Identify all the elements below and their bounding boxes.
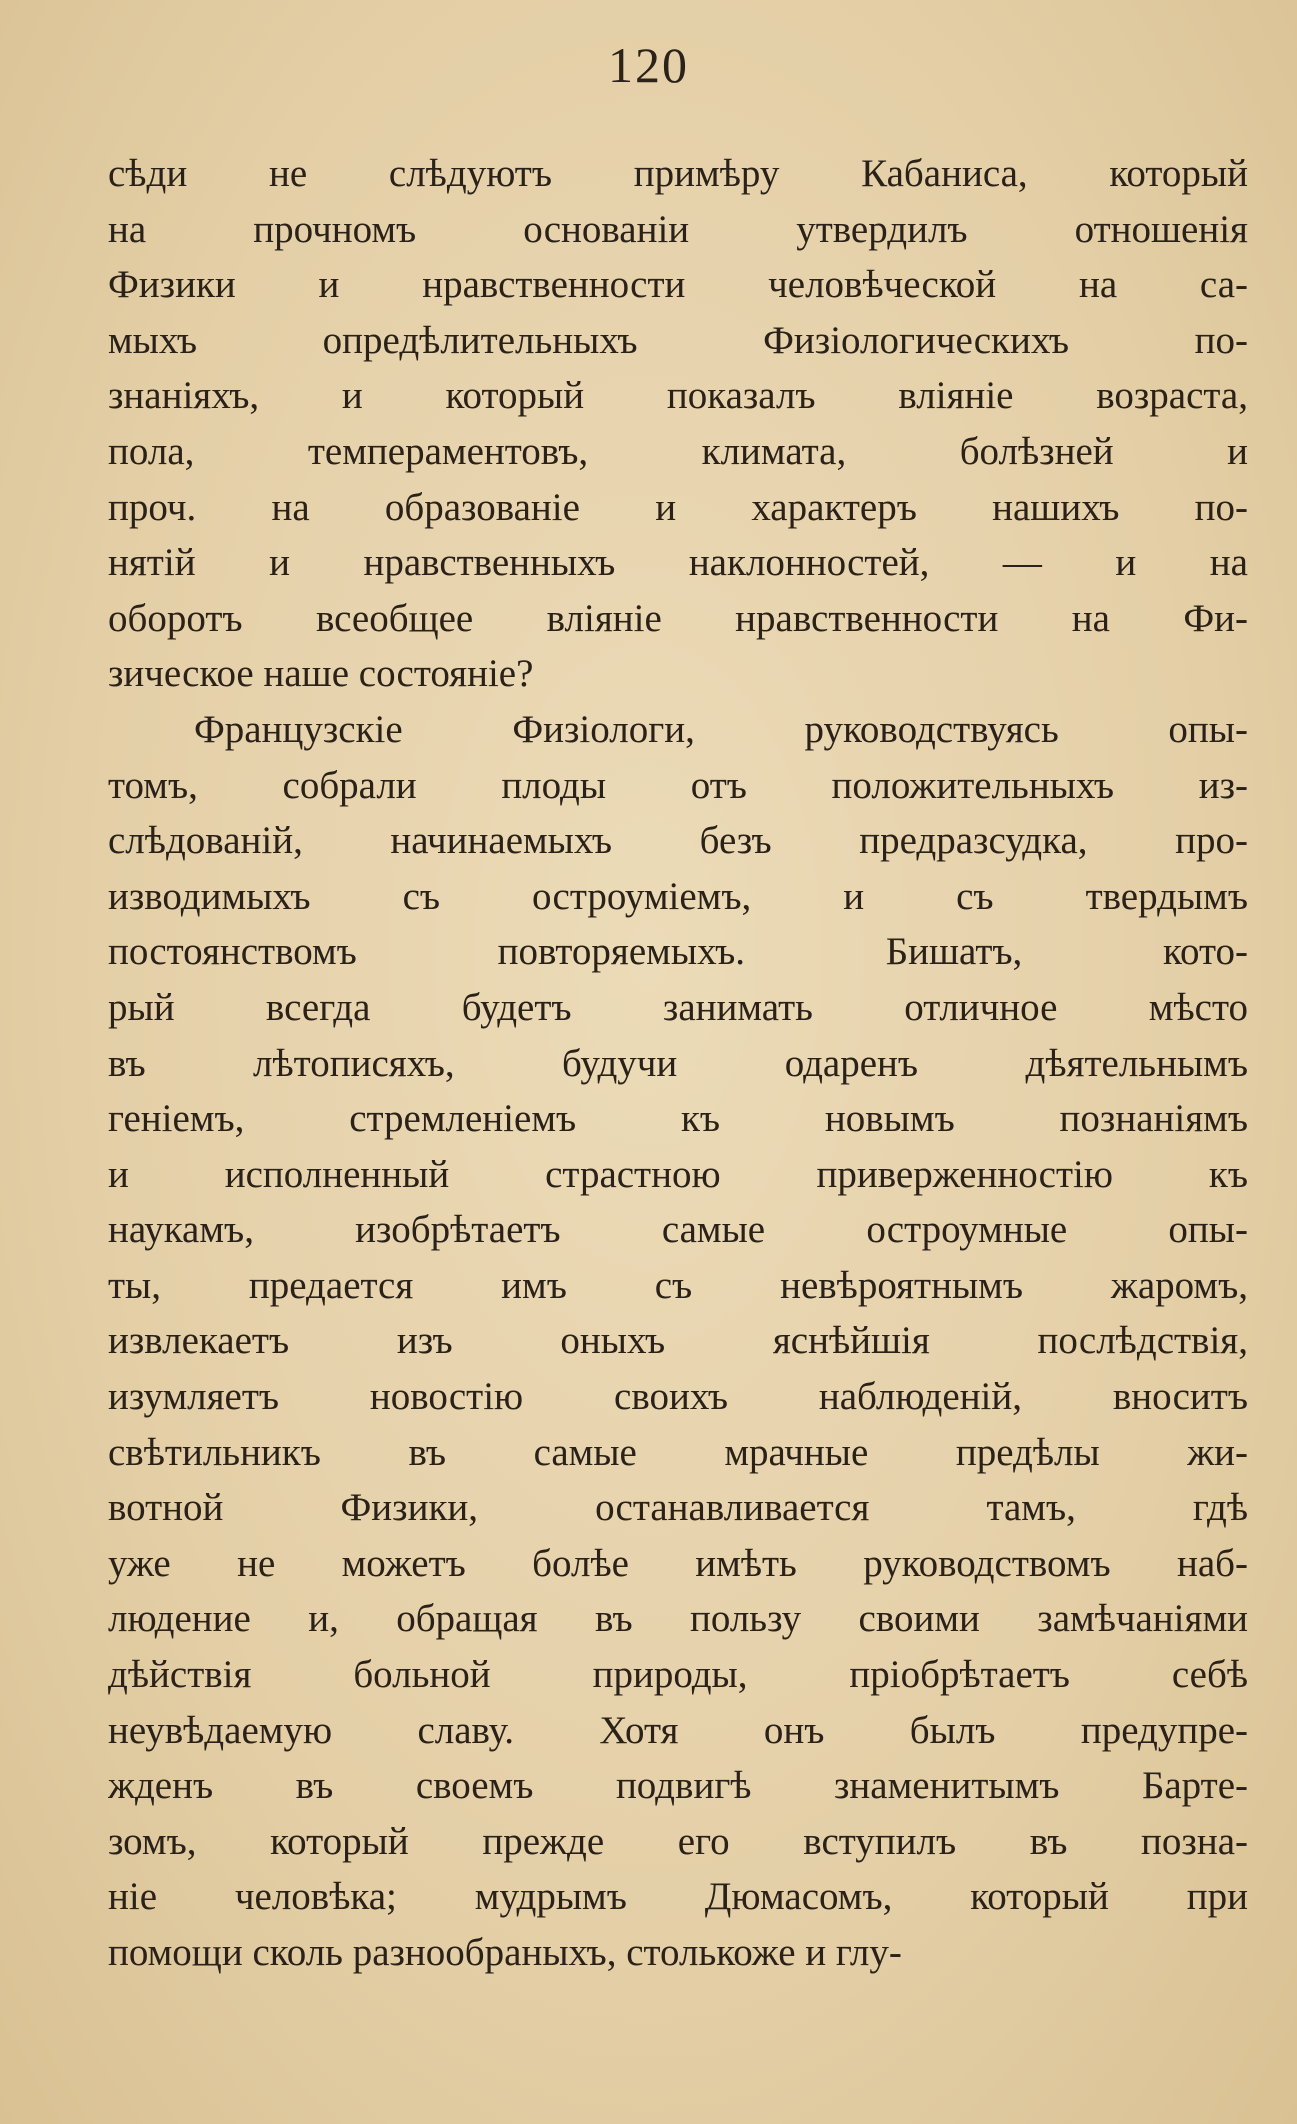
text-line: уже не можетъ болѣе имѣть руководствомъ наб- xyxy=(108,1541,1248,1585)
text-line: рый всегда будетъ занимать отличное мѣсто xyxy=(108,985,1248,1029)
text-line: мыхъ опредѣлительныхъ Физіологическихъ по- xyxy=(108,318,1248,362)
text-line: проч. на образованіе и характеръ нашихъ по- xyxy=(108,485,1248,529)
paragraph xyxy=(108,702,1248,1981)
text-line: ты, предается имъ съ невѣроятнымъ жаромъ, xyxy=(108,1263,1248,1307)
text-line: свѣтильникъ въ самые мрачные предѣлы жи- xyxy=(108,1430,1248,1474)
text-line: наукамъ, изобрѣтаетъ самые остроумные опы- xyxy=(108,1208,1248,1252)
text-line: на прочномъ основаніи утвердилъ отношенія xyxy=(108,207,1248,251)
text-line: знаніяхъ, и который показалъ вліяніе возраста, xyxy=(108,374,1248,418)
text-line: и исполненный страстною приверженностію къ xyxy=(108,1152,1248,1196)
text-line: геніемъ, стремленіемъ къ новымъ познаніямъ xyxy=(108,1097,1248,1141)
text-line: жденъ въ своемъ подвигѣ знаменитымъ Барте- xyxy=(108,1764,1248,1808)
text-line: нятій и нравственныхъ наклонностей, — и на xyxy=(108,541,1248,585)
text-line: зомъ, который прежде его вступилъ въ позна- xyxy=(108,1819,1248,1863)
text-line: пола, темпераментовъ, климата, болѣзней и xyxy=(108,429,1248,473)
text-line: изумляетъ новостію своихъ наблюденій, вноситъ xyxy=(108,1375,1248,1419)
text-line: изводимыхъ съ остроуміемъ, и съ твердымъ xyxy=(108,874,1248,918)
text-line: ніе человѣка; мудрымъ Дюмасомъ, который при xyxy=(108,1875,1248,1919)
text-line: слѣдованій, начинаемыхъ безъ предразсудка, про- xyxy=(108,819,1248,863)
text-line: людение и, обращая въ пользу своими замѣчаніями xyxy=(108,1597,1248,1641)
text-line: постоянствомъ повторяемыхъ. Бишатъ, кото- xyxy=(108,930,1248,974)
text-line: оборотъ всеобщее вліяніе нравственности на Фи- xyxy=(108,596,1248,640)
text-line: въ лѣтописяхъ, будучи одаренъ дѣятельнымъ xyxy=(108,1041,1248,1085)
text-line: помощи сколь разнообраныхъ, столькоже и глу- xyxy=(108,1931,902,1974)
text-line: извлекаетъ изъ оныхъ яснѣйшія послѣдствія, xyxy=(108,1319,1248,1363)
text-line: дѣйствія больной природы, пріобрѣтаетъ себѣ xyxy=(108,1653,1248,1697)
body-text xyxy=(108,146,1248,1981)
paragraph xyxy=(108,146,1248,702)
text-line: томъ, собрали плоды отъ положительныхъ из- xyxy=(108,763,1248,807)
text-line: неувѣдаемую славу. Хотя онъ былъ предупре- xyxy=(108,1708,1248,1752)
text-line: зическое наше состояніе? xyxy=(108,652,534,696)
page-number: 120 xyxy=(608,37,689,93)
text-line: вотной Физики, останавливается тамъ, гдѣ xyxy=(108,1486,1248,1530)
text-line: Французскіе Физіологи, руководствуясь опы- xyxy=(194,707,1248,751)
text-line: Физики и нравственности человѣческой на са- xyxy=(108,263,1248,307)
text-line: сѣди не слѣдуютъ примѣру Кабаниса, который xyxy=(108,152,1248,195)
